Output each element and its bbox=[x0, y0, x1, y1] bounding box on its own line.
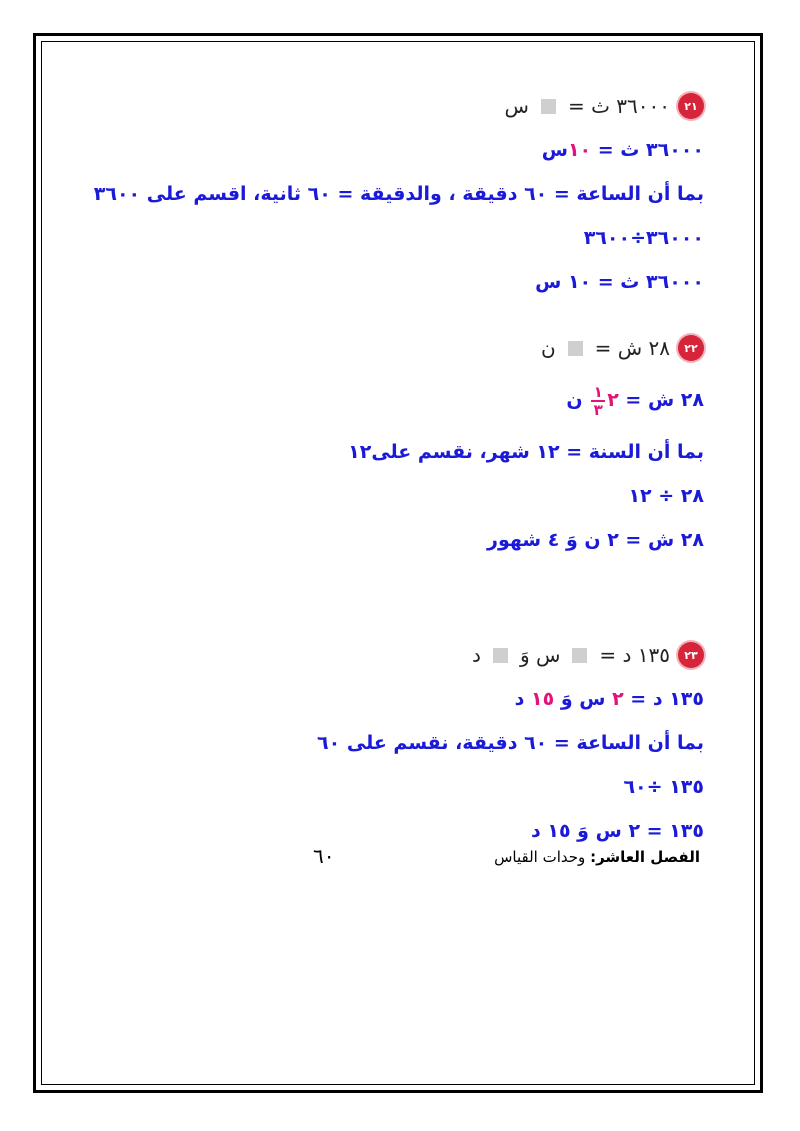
question-right: ن bbox=[540, 336, 556, 360]
solution-operation: ٢٨ ÷ ١٢ bbox=[628, 485, 704, 507]
answer-whole: ٢ bbox=[607, 389, 619, 411]
problem-number-badge: ٢١ bbox=[678, 93, 704, 119]
solution-final: ٣٦٠٠٠ ث = ١٠ س bbox=[535, 271, 704, 293]
answer-prefix: ٢٨ ش = bbox=[618, 389, 704, 411]
solution-explanation: بما أن السنة = ١٢ شهر، نقسم على١٢ bbox=[348, 441, 704, 463]
solution-operation: ١٣٥ ÷٦٠ bbox=[623, 776, 704, 798]
question-line bbox=[104, 641, 704, 669]
fraction-numerator: ١ bbox=[593, 382, 603, 401]
solution-final: ٢٨ ش = ٢ ن وَ ٤ شهور bbox=[487, 529, 704, 551]
chapter-label: الفصل العاشر: bbox=[590, 848, 700, 866]
chapter-topic: وحدات القياس bbox=[494, 848, 586, 866]
question-left: ٢٨ ش = bbox=[594, 336, 670, 360]
answer-minutes: ١٥ bbox=[531, 688, 555, 710]
answer-fraction bbox=[591, 384, 605, 418]
question-line bbox=[104, 92, 704, 120]
answer-prefix: ١٣٥ د = bbox=[623, 688, 704, 710]
page-number: ٦٠ bbox=[313, 844, 335, 868]
fraction-denominator: ٣ bbox=[593, 400, 603, 419]
answer-suffix: ن bbox=[566, 389, 583, 411]
problem-number-badge: ٢٢ bbox=[678, 335, 704, 361]
question-right: س bbox=[504, 94, 529, 118]
answer-suffix: س bbox=[541, 139, 568, 161]
solution-explanation: بما أن الساعة = ٦٠ دقيقة ، والدقيقة = ٦٠ ثانية، اقسم على ٣٦٠٠ bbox=[93, 183, 704, 205]
question-right: د bbox=[472, 643, 481, 667]
answer-value: ١٠ bbox=[567, 139, 592, 161]
answer-hours: ٢ bbox=[612, 688, 624, 710]
chapter-title bbox=[494, 848, 700, 866]
solution-explanation: بما أن الساعة = ٦٠ دقيقة، نقسم على ٦٠ bbox=[317, 732, 704, 754]
solution-operation: ٣٦٠٠٠÷٣٦٠٠ bbox=[583, 227, 704, 249]
question-line bbox=[104, 334, 704, 362]
answer-prefix: ٣٦٠٠٠ ث = bbox=[591, 139, 704, 161]
problem-22 bbox=[104, 334, 704, 562]
solution-answer bbox=[104, 370, 704, 430]
answer-blank-box bbox=[572, 648, 587, 663]
question-left: ١٣٥ د = bbox=[599, 643, 670, 667]
answer-blank-box bbox=[493, 648, 508, 663]
question-mid: س وَ bbox=[519, 643, 561, 667]
problem-number-badge: ٢٣ bbox=[678, 642, 704, 668]
solution-final: ١٣٥ = ٢ س وَ ١٥ د bbox=[530, 820, 704, 842]
answer-blank-box bbox=[541, 99, 556, 114]
solution-answer bbox=[104, 128, 704, 172]
problem-21 bbox=[93, 92, 704, 304]
question-left: ٣٦٠٠٠ ث = bbox=[567, 94, 670, 118]
answer-suffix: د bbox=[514, 688, 531, 710]
solution-answer bbox=[104, 677, 704, 721]
problem-23 bbox=[104, 641, 704, 853]
answer-mid: س وَ bbox=[554, 688, 613, 710]
answer-blank-box bbox=[568, 341, 583, 356]
page-footer bbox=[58, 844, 700, 874]
